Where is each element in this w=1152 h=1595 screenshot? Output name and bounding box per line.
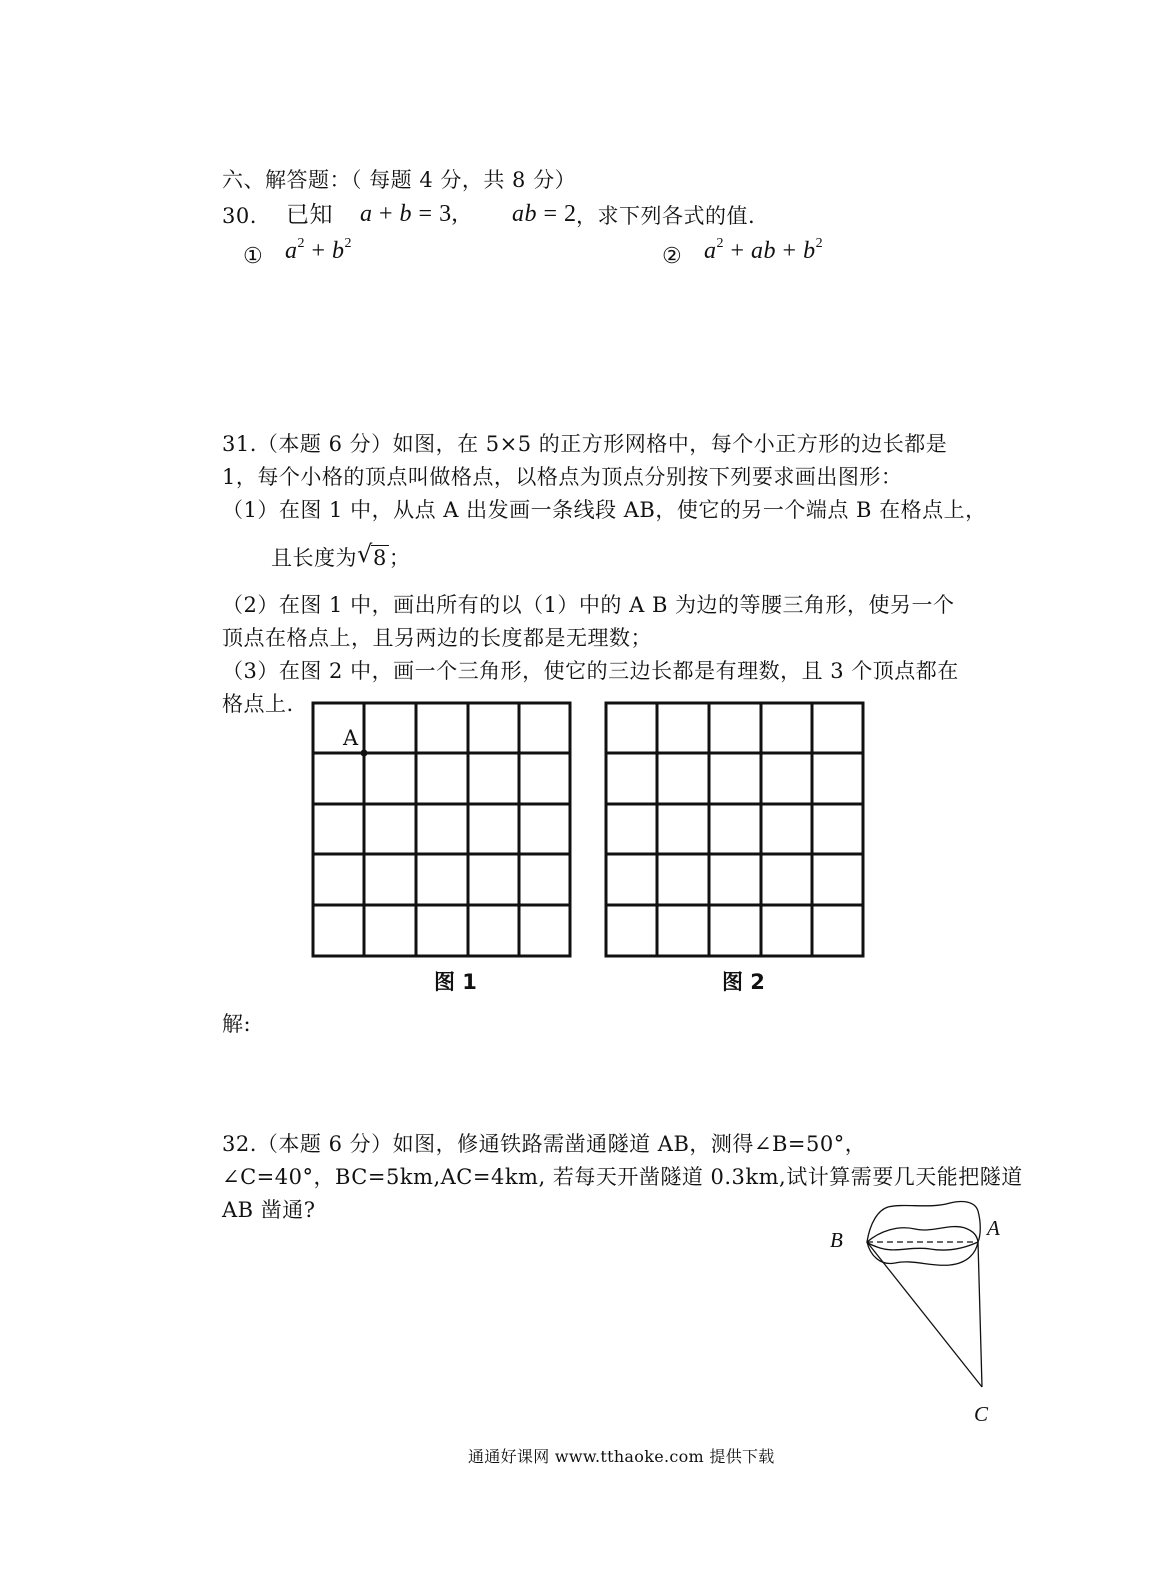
point-a-label-diagram: A: [987, 1216, 1000, 1240]
point-a-marker: [361, 750, 368, 757]
q31-line-2: 1，每个小格的顶点叫做格点，以格点为顶点分别按下列要求画出图形：: [222, 465, 903, 489]
answer-label: 解:: [222, 1012, 252, 1036]
fig1-caption: 图 1: [434, 970, 477, 994]
q30-part1-expression: $a^2 + b^2$: [285, 236, 353, 264]
fig2-caption: 图 2: [722, 970, 765, 994]
tunnel-triangle-diagram: [850, 1195, 1000, 1405]
q30-part2-marker: ②: [662, 244, 683, 269]
page-footer: 通通好课网 www.tthaoke.com 提供下载: [468, 1447, 775, 1466]
q31-line-7: （3）在图 2 中，画一个三角形，使它的三边长都是有理数，且 3 个顶点都在: [222, 659, 959, 683]
point-a-label: A: [343, 726, 359, 750]
point-c-label: C: [974, 1402, 989, 1426]
q32-line-3: AB 凿通?: [222, 1198, 316, 1222]
grid-figure-2: [603, 700, 867, 960]
q31-line-3: （1）在图 1 中，从点 A 出发画一条线段 AB，使它的另一个端点 B 在格点上，: [222, 498, 987, 522]
q30-equation-1: a + b = 3,: [360, 201, 459, 227]
sqrt-expression: √ 8: [357, 540, 387, 570]
q30-equation-2: ab = 2: [512, 201, 577, 227]
q30-part2-expression: $a^2$ + ab + $b^2$: [704, 236, 824, 264]
q32-line-1: 32.（本题 6 分）如图，修通铁路需凿通隧道 AB，测得∠B=50°，: [222, 1132, 867, 1156]
q31-line-5: （2）在图 1 中，画出所有的以（1）中的 A B 为边的等腰三角形，使另一个: [222, 593, 955, 617]
section-heading: 六、解答题：（ 每题 4 分，共 8 分）: [222, 168, 577, 192]
q31-line-6: 顶点在格点上，且另两边的长度都是无理数；: [222, 626, 652, 650]
q31-line-4: 且长度为 √ 8；: [271, 540, 411, 570]
q30-instruction: ，求下列各式的值.: [576, 204, 756, 228]
q30-number: 30.: [222, 204, 257, 228]
q31-line-8: 格点上.: [222, 692, 294, 716]
q30-part1-marker: ①: [243, 244, 264, 269]
q30-known: 已知: [286, 202, 333, 228]
q31-line-1: 31.（本题 6 分）如图，在 5×5 的正方形网格中，每个小正方形的边长都是: [222, 432, 948, 456]
q32-line-2: ∠C=40°，BC=5km,AC=4km, 若每天开凿隧道 0.3km,试计算需要几天能把隧道: [222, 1165, 1023, 1189]
point-b-label: B: [830, 1228, 843, 1252]
